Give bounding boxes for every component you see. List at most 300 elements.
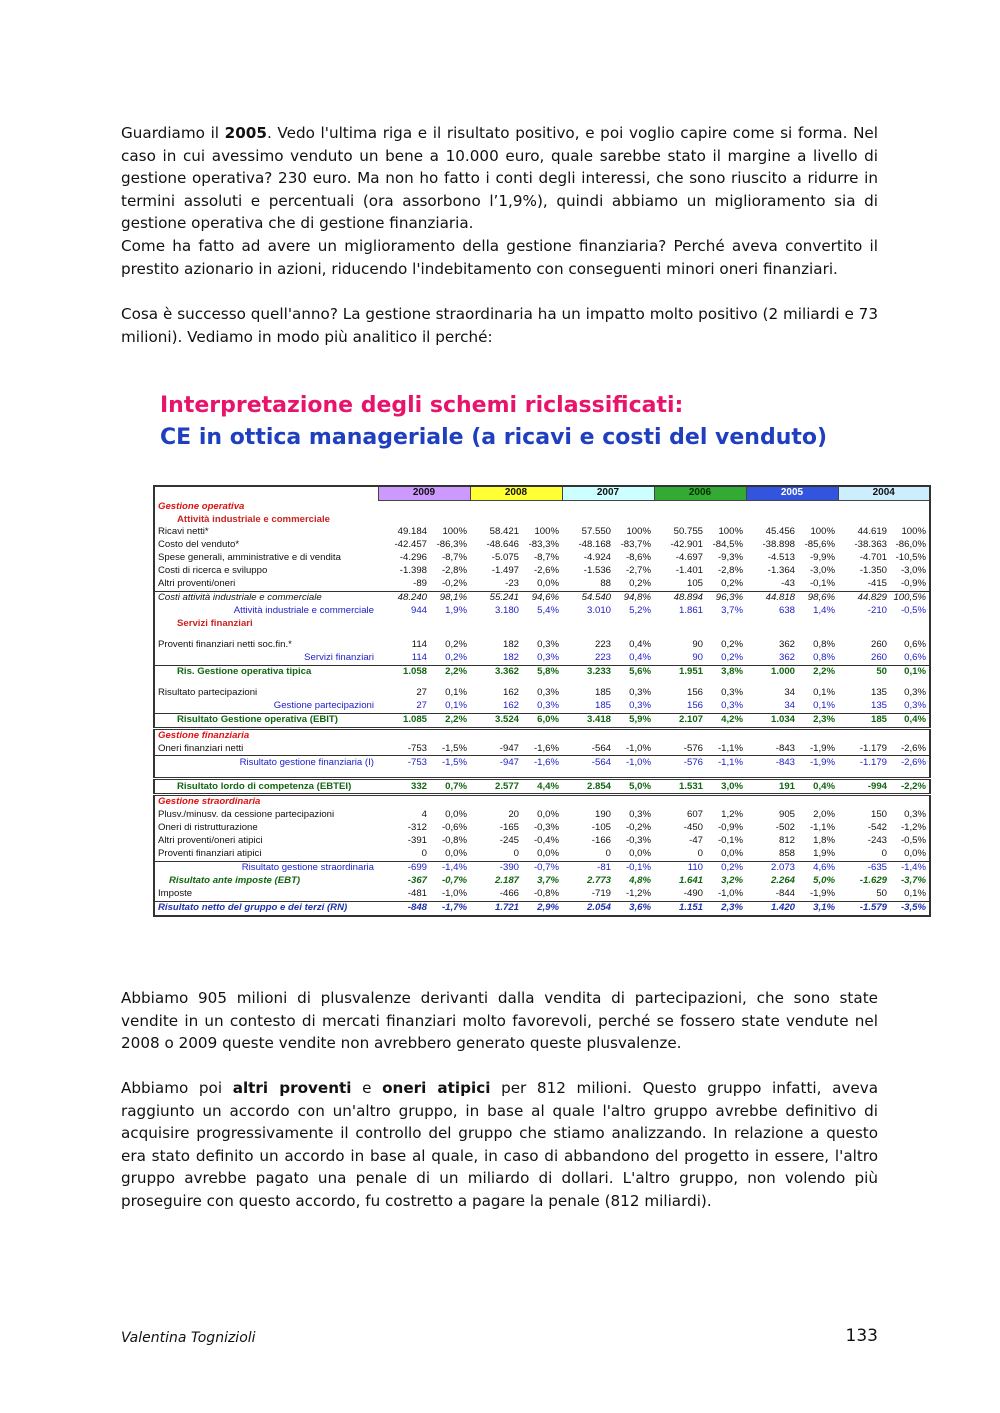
cell-percent: 2,2% (430, 665, 470, 679)
cell-value: 49.184 (397, 526, 427, 538)
cell-value: 156 (686, 686, 703, 698)
table-row (154, 700, 930, 714)
cell-percent: -1,7% (430, 901, 470, 916)
cell-value: -450 (683, 822, 703, 834)
row-label: Risultato partecipazioni (158, 686, 258, 698)
cell-value: 48.894 (654, 592, 706, 606)
cell-value: -753 (407, 742, 427, 754)
cell-percent: 5,4% (537, 605, 559, 617)
cell-value: 2.773 (586, 875, 611, 887)
cell-percent: 98,1% (430, 592, 470, 606)
cell-value: 90 (692, 638, 703, 650)
cell-value: -4.513 (767, 552, 795, 564)
cell-percent: -0,5% (900, 835, 926, 847)
text-run: . Vedo l'ultima riga e il risultato positivo, e poi voglio capire come si forma. Nel caso in cui avessimo venduto un bene a 10.000 euro, quale sarebbe stato il margine a livello di gestione operativa? 230 euro. Ma non ho fatto i conti degli interessi, che sono riuscito a ridurre in termini assoluti e percentuali (ora assorbono l’1,9%), quindi abbiamo un miglioramento sia di gestione operativa che di gestione finanziaria. (121, 124, 878, 233)
cell-value: 105 (686, 578, 703, 590)
cell-value: -4.924 (583, 552, 611, 564)
bold-text-run: altri proventi (232, 1079, 352, 1097)
cell-percent: 0,6% (904, 651, 926, 663)
cell-value: -38.363 (854, 539, 887, 551)
cell-value: 185 (594, 686, 611, 698)
cell-value: -1.179 (838, 756, 890, 770)
cell-percent: 0,0% (629, 848, 651, 860)
cell-value: -947 (470, 756, 522, 770)
cell-value: -243 (867, 835, 887, 847)
cell-percent: 3,8% (706, 665, 746, 679)
cell-value: -210 (867, 605, 887, 617)
row-label: Risultato lordo di competenza (EBTEI) (154, 779, 378, 795)
cell-value: 90 (692, 651, 703, 663)
cell-value: 2.054 (562, 901, 614, 916)
year-header-2007: 2007 (562, 486, 654, 501)
text-run: e (351, 1079, 383, 1097)
cell-value: -1.579 (838, 901, 890, 916)
cell-percent: -2,6% (890, 756, 930, 770)
cell-value: 332 (378, 779, 430, 795)
cell-value: 812 (778, 835, 795, 847)
cell-percent: -0,5% (900, 605, 926, 617)
cell-percent: 0,7% (430, 779, 470, 795)
row-label: Oneri di ristrutturazione (158, 822, 258, 834)
cell-value: 223 (594, 638, 611, 650)
cell-percent: -10,5% (895, 552, 926, 564)
cell-percent: -0,8% (533, 888, 559, 900)
cell-percent: -0,1% (809, 578, 835, 590)
row-label: Imposte (158, 888, 193, 900)
cell-value: 3.418 (562, 713, 614, 728)
cell-value: 1.058 (378, 665, 430, 679)
cell-value: 1.034 (746, 713, 798, 728)
cell-percent: 0,0% (537, 848, 559, 860)
cell-percent: 100,5% (890, 592, 930, 606)
cell-value: 362 (778, 651, 795, 663)
row-label: Costo del venduto* (158, 539, 240, 551)
row-label: Plusv./minusv. da cessione partecipazioni (158, 809, 335, 821)
cell-value: -42.901 (670, 539, 703, 551)
table-row (154, 742, 930, 756)
cell-value: -542 (867, 822, 887, 834)
row-label: Attività industriale e commerciale (233, 605, 374, 617)
table-row (154, 848, 930, 862)
cell-value: 3.233 (562, 665, 614, 679)
cell-value: 44.829 (838, 592, 890, 606)
table-row (154, 665, 930, 679)
cell-value: -245 (499, 835, 519, 847)
cell-percent: 98,6% (798, 592, 838, 606)
cell-value: 1.721 (470, 901, 522, 916)
cell-value: 185 (838, 713, 890, 728)
cell-percent: 2,3% (706, 901, 746, 916)
cell-percent: 0,2% (445, 638, 467, 650)
cell-percent: 4,6% (798, 861, 838, 875)
cell-value: 4 (421, 809, 427, 821)
cell-percent: 0,2% (445, 651, 467, 663)
year-header-2004: 2004 (838, 486, 930, 501)
cell-percent: -0,7% (441, 875, 467, 887)
cell-percent: -0,1% (717, 835, 743, 847)
cell-value: 190 (594, 809, 611, 821)
cell-value: 0 (697, 848, 703, 860)
cell-percent: -1,0% (625, 742, 651, 754)
cell-value: -564 (591, 742, 611, 754)
paragraph-2005-analysis (121, 122, 878, 235)
cell-percent: 0,1% (890, 665, 930, 679)
cell-value: -719 (591, 888, 611, 900)
cell-value: 0 (513, 848, 519, 860)
cell-value: 638 (778, 605, 795, 617)
cell-value: 50 (838, 665, 890, 679)
cell-value: -843 (775, 742, 795, 754)
cell-value: 1.085 (378, 713, 430, 728)
cell-value: 44.619 (857, 526, 887, 538)
cell-percent: -3,0% (900, 565, 926, 577)
cell-percent: -0,9% (717, 822, 743, 834)
cell-percent: 0,8% (813, 651, 835, 663)
table-row (154, 687, 930, 700)
cell-percent: 0,3% (721, 686, 743, 698)
cell-value: 223 (594, 651, 611, 663)
row-label: Gestione operativa (158, 501, 245, 512)
cell-value: -1.179 (859, 742, 887, 754)
cell-percent: 3,7% (721, 605, 743, 617)
cell-value: 114 (411, 638, 427, 650)
cell-percent: -1,4% (430, 861, 470, 875)
cell-percent: 0,2% (706, 861, 746, 875)
cell-value: 1.641 (678, 875, 703, 887)
row-label: Proventi finanziari atipici (158, 848, 262, 860)
cell-percent: 94,8% (614, 592, 654, 606)
paragraph-plusvalenze (121, 987, 878, 1055)
row-label: Gestione straordinaria (154, 795, 930, 809)
cell-value: 3.180 (494, 605, 519, 617)
cell-value: -1.401 (675, 565, 703, 577)
cell-value: -391 (407, 835, 427, 847)
cell-percent: -0,7% (522, 861, 562, 875)
cell-value: -47 (689, 835, 703, 847)
table-row (154, 631, 930, 639)
cell-value: 57.550 (581, 526, 611, 538)
cell-percent: -0,2% (441, 578, 467, 590)
cell-value: -1.497 (491, 565, 519, 577)
row-label: Costi attività industriale e commerciale (154, 592, 378, 606)
cell-percent: -3,5% (890, 901, 930, 916)
cell-percent: 0,3% (904, 809, 926, 821)
table-row (154, 526, 930, 539)
cell-value: -89 (413, 578, 427, 590)
cell-value: 260 (870, 651, 887, 663)
cell-value: 162 (502, 699, 519, 711)
cell-percent: 0,3% (537, 651, 559, 663)
cell-percent: 0,0% (445, 848, 467, 860)
cell-percent: 3,2% (721, 875, 743, 887)
table-row (154, 875, 930, 888)
cell-value: -635 (838, 861, 890, 875)
table-row (154, 552, 930, 565)
row-spacer (154, 679, 930, 687)
cell-percent: 0,3% (629, 809, 651, 821)
cell-value: 44.818 (746, 592, 798, 606)
table-row (154, 578, 930, 592)
table-row (154, 713, 930, 728)
cell-percent: 100% (901, 526, 926, 538)
text-run: Cosa è successo quell'anno? La gestione straordinaria ha un impatto molto positivo (2 miliardi e 73 milioni). Vediamo in modo più analitico il perché: (121, 305, 878, 346)
cell-value: 20 (508, 809, 519, 821)
cell-value: -48.168 (578, 539, 611, 551)
page-number: 133 (845, 1326, 878, 1346)
year-header-2005: 2005 (746, 486, 838, 501)
cell-value: 3.524 (470, 713, 522, 728)
cell-value: 1.420 (746, 901, 798, 916)
cell-percent: 2,2% (798, 665, 838, 679)
cell-value: 114 (411, 651, 427, 663)
cell-percent: 100% (626, 526, 651, 538)
cell-value: -415 (867, 578, 887, 590)
cell-percent: 0,6% (904, 638, 926, 650)
cell-value: 944 (410, 605, 427, 617)
cell-value: 50.755 (673, 526, 703, 538)
cell-value: -490 (683, 888, 703, 900)
cell-value: 905 (778, 809, 795, 821)
paragraph-gestione-finanziaria (121, 235, 878, 280)
paragraph-gestione-straordinaria (121, 303, 878, 348)
cell-value: -4.697 (675, 552, 703, 564)
cell-percent: -0,8% (441, 835, 467, 847)
cell-value: 54.540 (562, 592, 614, 606)
cell-value: -1.364 (767, 565, 795, 577)
cell-percent: -83,3% (528, 539, 559, 551)
cell-percent: 94,6% (522, 592, 562, 606)
cell-value: 55.241 (470, 592, 522, 606)
cell-percent: 0,3% (537, 686, 559, 698)
cell-percent: -1,1% (706, 756, 746, 770)
table-row (154, 679, 930, 687)
cell-value: 2.073 (746, 861, 798, 875)
cell-value: -502 (775, 822, 795, 834)
cell-value: 1.151 (654, 901, 706, 916)
row-label: Proventi finanziari netti soc.fin.* (158, 638, 292, 650)
row-spacer (154, 769, 930, 779)
row-label: Altri proventi/oneri atipici (158, 835, 263, 847)
table-row (154, 639, 930, 652)
cell-percent: 3,6% (614, 901, 654, 916)
cell-value: -564 (562, 756, 614, 770)
cell-percent: 0,4% (890, 713, 930, 728)
cell-value: -4.296 (399, 552, 427, 564)
row-label: Oneri finanziari netti (158, 742, 244, 754)
cell-value: -5.075 (491, 552, 519, 564)
cell-value: -1.350 (859, 565, 887, 577)
table-row (154, 728, 930, 742)
cell-percent: -1,0% (614, 756, 654, 770)
cell-percent: -2,8% (717, 565, 743, 577)
cell-value: 182 (502, 638, 519, 650)
cell-percent: 0,0% (537, 809, 559, 821)
cell-percent: 0,4% (629, 651, 651, 663)
table-row (154, 861, 930, 875)
cell-value: -481 (407, 888, 427, 900)
cell-value: 88 (600, 578, 611, 590)
cell-percent: -1,0% (717, 888, 743, 900)
cell-percent: 0,3% (629, 699, 651, 711)
cell-percent: 5,9% (614, 713, 654, 728)
cell-value: -38.898 (762, 539, 795, 551)
row-label: Risultato gestione finanziaria (I) (154, 756, 378, 770)
cell-value: 50 (876, 888, 887, 900)
cell-value: -576 (654, 756, 706, 770)
cell-value: 2.107 (654, 713, 706, 728)
cell-value: 110 (654, 861, 706, 875)
cell-percent: 100% (442, 526, 467, 538)
table-row (154, 501, 930, 514)
year-header-row (154, 486, 930, 501)
cell-percent: -0,2% (625, 822, 651, 834)
cell-value: -367 (407, 875, 427, 887)
cell-percent: 0,3% (537, 699, 559, 711)
row-label: Gestione partecipazioni (273, 699, 374, 711)
cell-percent: 96,3% (706, 592, 746, 606)
cell-value: 0 (605, 848, 611, 860)
cell-percent: -1,0% (441, 888, 467, 900)
cell-percent: -0,3% (625, 835, 651, 847)
cell-percent: -86,3% (436, 539, 467, 551)
cell-percent: 0,1% (445, 686, 467, 698)
cell-value: 156 (686, 699, 703, 711)
bold-text-run: 2005 (224, 124, 267, 142)
cell-percent: 0,8% (813, 638, 835, 650)
cell-value: 185 (594, 699, 611, 711)
cell-percent: -1,1% (809, 822, 835, 834)
cell-value: -48.646 (486, 539, 519, 551)
year-header-2008: 2008 (470, 486, 562, 501)
income-statement-table (153, 485, 931, 917)
cell-percent: -1,5% (441, 742, 467, 754)
cell-percent: 1,9% (813, 848, 835, 860)
cell-percent: -9,3% (717, 552, 743, 564)
cell-percent: 100% (718, 526, 743, 538)
cell-percent: 5,0% (614, 779, 654, 795)
cell-value: -390 (470, 861, 522, 875)
row-spacer (154, 631, 930, 639)
row-label: Risultato Gestione operativa (EBIT) (154, 713, 378, 728)
cell-percent: -1,4% (890, 861, 930, 875)
cell-value: 1.531 (654, 779, 706, 795)
cell-percent: 3,0% (706, 779, 746, 795)
paragraph-proventi-atipici (121, 1077, 878, 1213)
table-row (154, 605, 930, 618)
cell-value: 135 (870, 686, 887, 698)
cell-value: 58.421 (489, 526, 519, 538)
cell-value: 0 (421, 848, 427, 860)
cell-value: 607 (686, 809, 703, 821)
cell-percent: 1,8% (813, 835, 835, 847)
cell-percent: -1,2% (625, 888, 651, 900)
text-run: Abbiamo 905 milioni di plusvalenze derivanti dalla vendita di partecipazioni, che sono state vendite in un contesto di mercati finanziari molto favorevoli, perché se fossero state vendute nel 2008 o 2009 queste vendite non avrebbero generato queste plusvalenze. (121, 989, 878, 1053)
cell-percent: -1,2% (900, 822, 926, 834)
cell-percent: 0,0% (445, 809, 467, 821)
row-label: Ricavi netti* (158, 526, 209, 538)
cell-percent: 4,8% (629, 875, 651, 887)
cell-value: -4.701 (859, 552, 887, 564)
cell-percent: -2,7% (625, 565, 651, 577)
cell-percent: 0,3% (721, 699, 743, 711)
cell-percent: -2,8% (441, 565, 467, 577)
figure-title-line-2: CE in ottica manageriale (a ricavi e costi del venduto) (160, 425, 828, 450)
cell-value: 34 (784, 686, 795, 698)
cell-percent: 0,2% (721, 578, 743, 590)
cell-value: -848 (378, 901, 430, 916)
cell-percent: 2,9% (522, 901, 562, 916)
cell-percent: -2,6% (900, 742, 926, 754)
cell-value: -81 (562, 861, 614, 875)
cell-percent: 0,2% (721, 651, 743, 663)
cell-percent: 0,2% (721, 638, 743, 650)
cell-value: 34 (784, 699, 795, 711)
table-row (154, 888, 930, 902)
text-run: Abbiamo poi (121, 1079, 233, 1097)
cell-value: 260 (870, 638, 887, 650)
cell-value: 27 (416, 686, 427, 698)
cell-value: 150 (870, 809, 887, 821)
cell-value: 1.000 (746, 665, 798, 679)
cell-percent: 2,2% (430, 713, 470, 728)
cell-value: -994 (838, 779, 890, 795)
cell-percent: 0,1% (445, 699, 467, 711)
cell-percent: 2,0% (813, 809, 835, 821)
table-row (154, 592, 930, 606)
table-row (154, 835, 930, 848)
cell-value: 2.187 (494, 875, 519, 887)
cell-percent: 0,1% (813, 686, 835, 698)
cell-percent: -1,9% (809, 742, 835, 754)
cell-value: 0 (881, 848, 887, 860)
cell-value: 362 (778, 638, 795, 650)
text-run: per 812 milioni. Questo gruppo infatti, aveva raggiunto un accordo con un'altro gruppo, in base al quale l'altro gruppo avrebbe definitivo di acquisire progressivamente il controllo del gruppo che stiamo analizzando. In relazione a questo era stato definito un accordo in base al quale, in caso di abbandono del progetto in essere, l'altro gruppo avrebbe pagato una penale di un miliardo di dollari. L'altro gruppo, non volendo più proseguire con questo accordo, fu costretto a pagare la penale (812 miliardi). (121, 1079, 879, 1210)
cell-value: 2.264 (770, 875, 795, 887)
table-row (154, 795, 930, 809)
table-row (154, 539, 930, 552)
row-label: Risultato ante imposte (EBT) (169, 875, 301, 887)
row-label: Altri proventi/oneri (158, 578, 236, 590)
cell-percent: 5,2% (629, 605, 651, 617)
cell-value: -43 (781, 578, 795, 590)
cell-percent: -2,6% (533, 565, 559, 577)
cell-value: -947 (499, 742, 519, 754)
cell-percent: 0,1% (813, 699, 835, 711)
cell-percent: 0,4% (798, 779, 838, 795)
row-label: Costi di ricerca e sviluppo (158, 565, 268, 577)
row-label: Spese generali, amministrative e di vendita (158, 552, 341, 564)
cell-value: -23 (505, 578, 519, 590)
cell-percent: 3,1% (798, 901, 838, 916)
cell-percent: -1,6% (522, 756, 562, 770)
row-label: Servizi finanziari (304, 651, 374, 663)
cell-percent: -0,6% (441, 822, 467, 834)
cell-value: 2.577 (470, 779, 522, 795)
table-row (154, 652, 930, 666)
table-row (154, 565, 930, 578)
cell-value: -843 (746, 756, 798, 770)
cell-percent: 0,2% (629, 578, 651, 590)
cell-percent: 0,3% (537, 638, 559, 650)
cell-value: 162 (502, 686, 519, 698)
cell-percent: 0,3% (629, 686, 651, 698)
cell-percent: 1,4% (813, 605, 835, 617)
cell-percent: -0,4% (533, 835, 559, 847)
cell-value: -576 (683, 742, 703, 754)
cell-percent: -0,3% (533, 822, 559, 834)
cell-percent: -1,1% (717, 742, 743, 754)
cell-percent: -85,6% (804, 539, 835, 551)
